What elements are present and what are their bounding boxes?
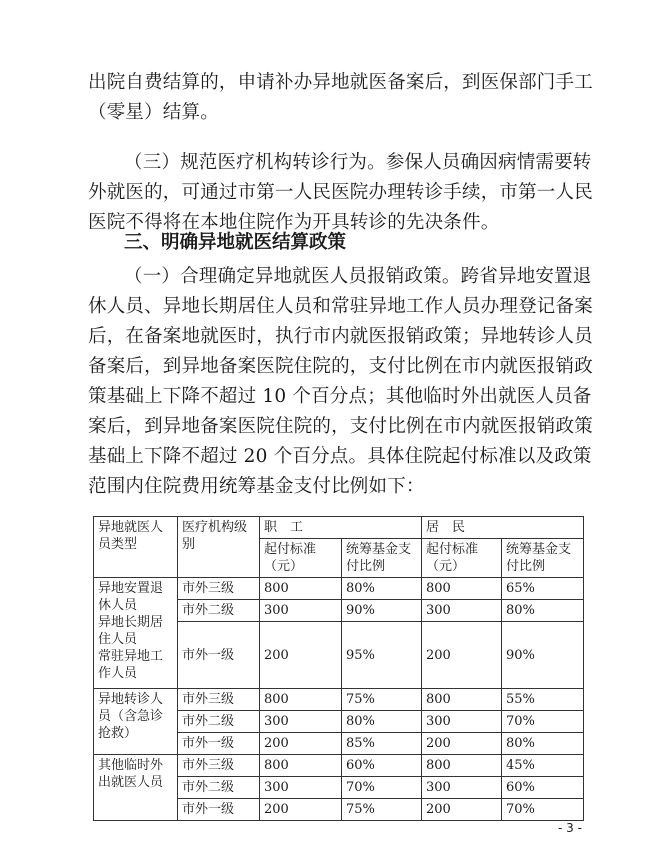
emp-ratio-cell: 75% [342,689,422,711]
text-line: 医院不得将在本地住院作为开具转诊的先决条件。 [88,212,500,233]
text-line: 备案后，到异地备案医院住院的，支付比例在市内就医报销政 [88,356,593,377]
res-threshold-cell: 200 [422,622,502,689]
section-heading: 三、明确异地就医结算政策 [124,232,347,253]
header-resident: 居 民 [422,517,584,539]
level-cell: 市外三级 [178,689,260,711]
table-row [94,578,584,600]
text-line: 外就医的，可通过市第一人民医院办理转诊手续，市第一人民 [88,182,593,203]
res-threshold-cell: 800 [422,755,502,777]
res-ratio-cell: 80% [502,600,584,622]
emp-ratio-cell: 75% [342,799,422,821]
table-row [94,755,584,777]
header-emp-ratio: 统筹基金支付比例 [342,539,422,578]
emp-threshold-cell: 200 [260,622,342,689]
reimbursement-table [93,516,584,821]
emp-threshold-cell: 200 [260,799,342,821]
emp-ratio-cell: 90% [342,600,422,622]
text-line: 基础上下降不超过 20 个百分点。具体住院起付标准以及政策 [88,446,592,467]
emp-ratio-cell: 70% [342,777,422,799]
res-threshold-cell: 300 [422,711,502,733]
emp-threshold-cell: 200 [260,733,342,755]
person-type-cell: 其他临时外出就医人员 [94,755,178,821]
emp-threshold-cell: 800 [260,689,342,711]
emp-ratio-cell: 80% [342,578,422,600]
level-cell: 市外三级 [178,578,260,600]
res-ratio-cell: 80% [502,733,584,755]
res-ratio-cell: 45% [502,755,584,777]
text-line: 范围内住院费用统筹基金支付比例如下： [88,476,425,497]
emp-threshold-cell: 800 [260,755,342,777]
emp-ratio-cell: 85% [342,733,422,755]
level-cell: 市外二级 [178,777,260,799]
emp-ratio-cell: 60% [342,755,422,777]
res-ratio-cell: 60% [502,777,584,799]
text-line: （三）规范医疗机构转诊行为。参保人员确因病情需要转 [124,152,592,173]
emp-ratio-cell: 80% [342,711,422,733]
res-threshold-cell: 200 [422,799,502,821]
paragraph-1 [88,68,593,128]
text-line: 出院自费结算的，申请补办异地就医备案后，到医保部门手工 [88,72,593,93]
level-cell: 市外二级 [178,711,260,733]
table-row [94,689,584,711]
emp-threshold-cell: 800 [260,578,342,600]
header-emp-threshold: 起付标准（元） [260,539,342,578]
text-line: 休人员、异地长期居住人员和常驻异地工作人员办理登记备案 [88,296,593,317]
person-type-cell: 异地转诊人员（含急诊抢救） [94,689,178,755]
level-cell: 市外一级 [178,733,260,755]
emp-ratio-cell: 95% [342,622,422,689]
level-cell: 市外三级 [178,755,260,777]
paragraph-2 [88,148,593,238]
res-ratio-cell: 70% [502,711,584,733]
person-type-cell: 异地安置退休人员 异地长期居住人员 常驻异地工作人员 [94,578,178,689]
res-threshold-cell: 800 [422,578,502,600]
header-res-threshold: 起付标准（元） [422,539,502,578]
table-body [94,578,584,821]
res-threshold-cell: 300 [422,600,502,622]
level-cell: 市外一级 [178,622,260,689]
res-threshold-cell: 300 [422,777,502,799]
res-ratio-cell: 55% [502,689,584,711]
header-employee: 职 工 [260,517,422,539]
res-threshold-cell: 800 [422,689,502,711]
level-cell: 市外二级 [178,600,260,622]
page-number: - 3 - [558,821,582,835]
res-threshold-cell: 200 [422,733,502,755]
header-person-type: 异地就医人员类型 [94,517,178,578]
res-ratio-cell: 70% [502,799,584,821]
header-hospital-level: 医疗机构级别 [178,517,260,578]
emp-threshold-cell: 300 [260,600,342,622]
text-line: （一）合理确定异地就医人员报销政策。跨省异地安置退 [124,266,592,287]
text-line: 案后，到异地备案医院住院的，支付比例在市内就医报销政策 [88,416,593,437]
text-line: 策基础上下降不超过 10 个百分点；其他临时外出就医人员备 [88,386,592,407]
res-ratio-cell: 90% [502,622,584,689]
level-cell: 市外一级 [178,799,260,821]
emp-threshold-cell: 300 [260,777,342,799]
paragraph-3 [88,262,593,502]
res-ratio-cell: 65% [502,578,584,600]
header-res-ratio: 统筹基金支付比例 [502,539,584,578]
text-line: 后，在备案地就医时，执行市内就医报销政策；异地转诊人员 [88,326,593,347]
text-line: （零星）结算。 [88,102,219,123]
emp-threshold-cell: 300 [260,711,342,733]
